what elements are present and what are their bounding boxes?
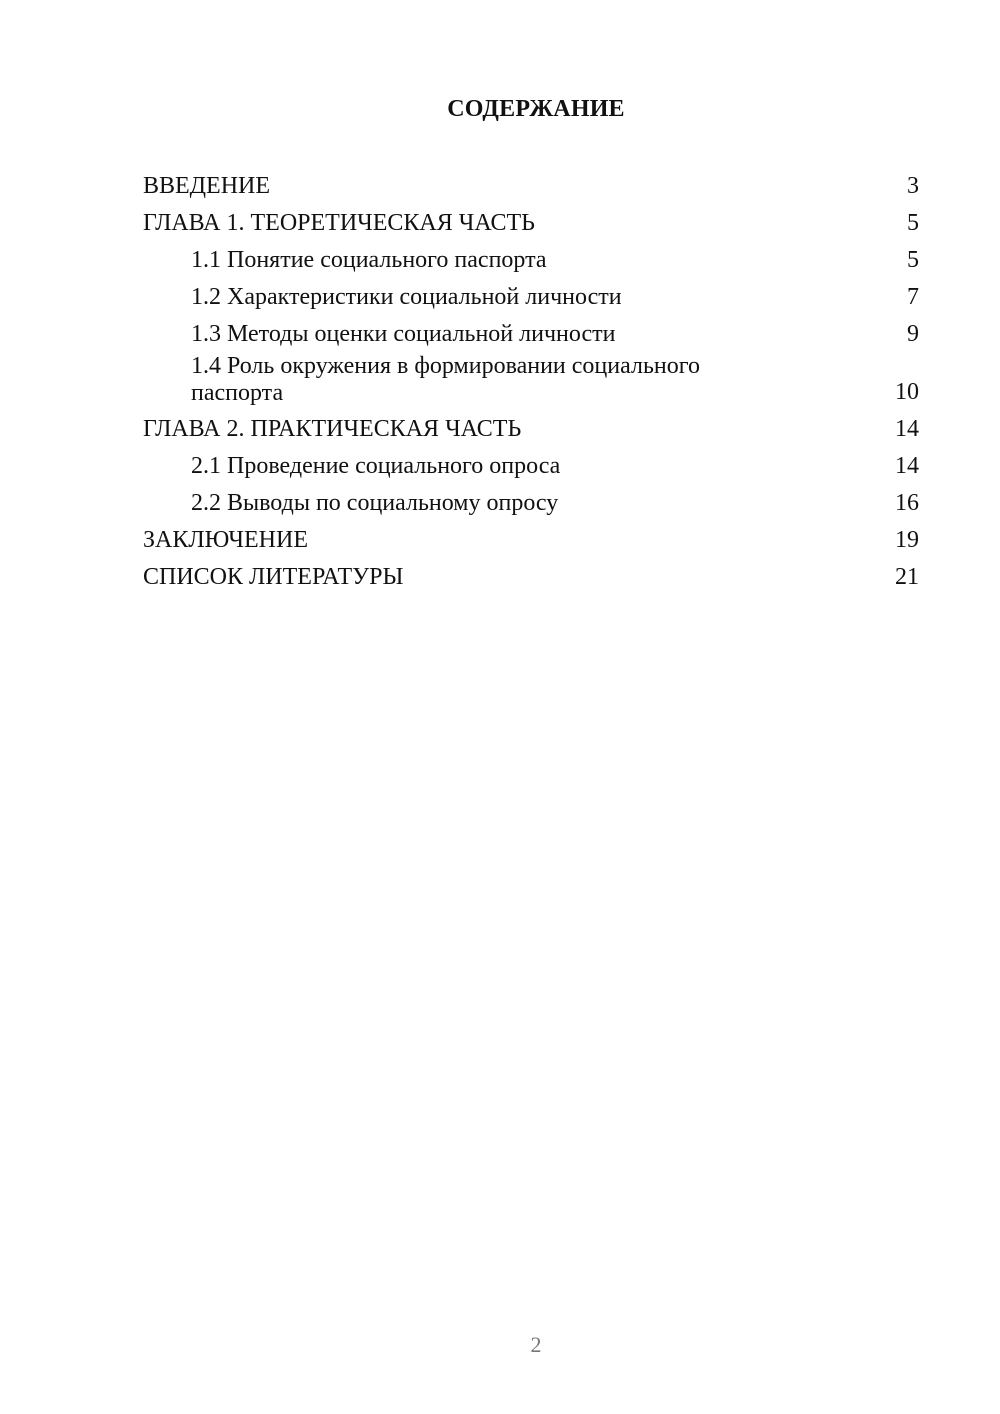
toc-entry-label: 2.1 Проведение социального опроса — [191, 453, 561, 479]
toc-entry-section-1-3 — [143, 316, 919, 353]
toc-entry-conclusion — [143, 522, 919, 559]
toc-entry-label: 1.2 Характеристики социальной личности — [191, 284, 622, 310]
toc-entry-page: 19 — [895, 527, 919, 553]
toc-entry-label: СПИСОК ЛИТЕРАТУРЫ — [143, 564, 404, 590]
toc-entry-page: 9 — [907, 321, 919, 347]
toc-entry-page: 14 — [895, 453, 919, 479]
toc-entry-page: 14 — [895, 416, 919, 442]
toc-entry-label: ГЛАВА 1. ТЕОРЕТИЧЕСКАЯ ЧАСТЬ — [143, 210, 535, 236]
page-number: 2 — [530, 1332, 542, 1357]
toc-entry-section-2-2 — [143, 485, 919, 522]
toc-entry-label: 1.4 Роль окружения в формировании социального паспорта — [191, 353, 700, 406]
toc-entry-page: 21 — [895, 564, 919, 590]
toc-entry-page: 10 — [895, 379, 919, 405]
toc-entry-section-1-4 — [143, 353, 919, 411]
toc-entry-page: 5 — [907, 247, 919, 273]
toc-entry-section-1-1 — [143, 242, 919, 279]
toc-entry-page: 5 — [907, 210, 919, 236]
table-of-contents — [143, 168, 919, 596]
toc-entry-references — [143, 559, 919, 596]
toc-entry-label: ВВЕДЕНИЕ — [143, 173, 271, 199]
toc-entry-label: 1.3 Методы оценки социальной личности — [191, 321, 616, 347]
toc-entry-introduction — [143, 168, 919, 205]
toc-entry-label: 1.1 Понятие социального паспорта — [191, 247, 547, 273]
toc-entry-page: 16 — [895, 490, 919, 516]
toc-entry-page: 7 — [907, 284, 919, 310]
toc-entry-chapter-1 — [143, 205, 919, 242]
toc-entry-section-2-1 — [143, 448, 919, 485]
toc-entry-label: ГЛАВА 2. ПРАКТИЧЕСКАЯ ЧАСТЬ — [143, 416, 522, 442]
toc-entry-section-1-2 — [143, 279, 919, 316]
toc-entry-page: 3 — [907, 173, 919, 199]
toc-entry-chapter-2 — [143, 411, 919, 448]
toc-title: СОДЕРЖАНИЕ — [447, 96, 625, 122]
toc-entry-label: 2.2 Выводы по социальному опросу — [191, 490, 559, 516]
toc-entry-label: ЗАКЛЮЧЕНИЕ — [143, 527, 308, 553]
